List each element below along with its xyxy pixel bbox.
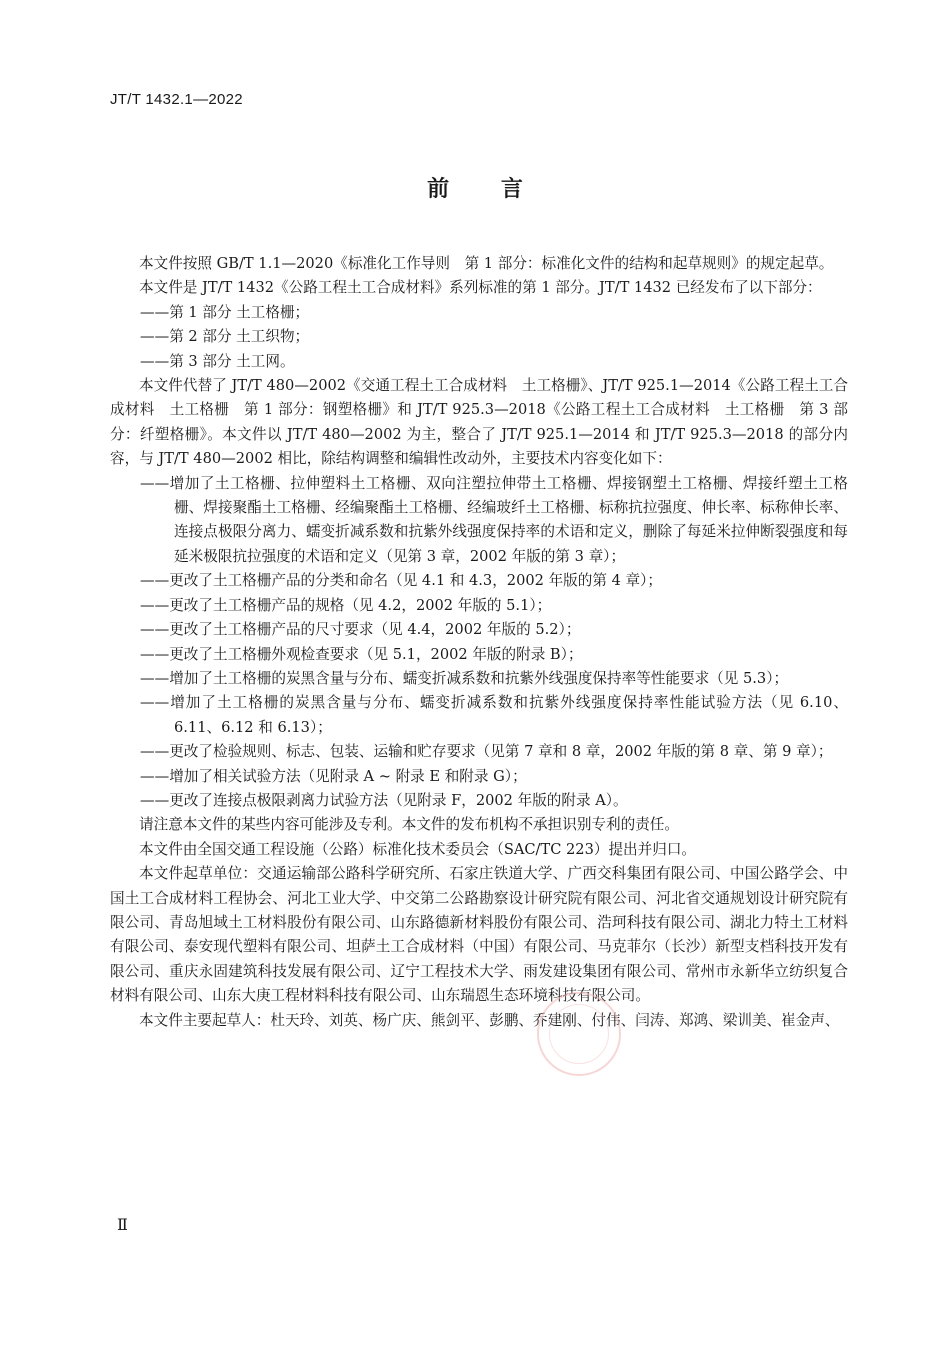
paragraph: 本文件起草单位：交通运输部公路科学研究所、石家庄铁道大学、广西交科集团有限公司、中国公路学会、中国土工合成材料工程协会、河北工业大学、中交第二公路勘察设计研究院有限公司、河北省交通规划设计研究院有限公司、青岛旭域土工材料股份有限公司、山东路德新材料股份有限公司、浩珂科技有限公司、湖北力特土工材料有限公司、泰安现代塑料有限公司、坦萨土工合成材料（中国）有限公司、马克菲尔（长沙）新型支档科技开发有限公司、重庆永固建筑科技发展有限公司、辽宁工程技术大学、雨发建设集团有限公司、常州市永新华立纺织复合材料有限公司、山东大庚工程材料科技有限公司、山东瑞恩生态环境科技有限公司。 (110, 865, 848, 1005)
list-item: ——第 1 部分 土工格栅； (140, 303, 310, 321)
list-item: ——第 3 部分 土工网。 (140, 352, 295, 370)
paragraph: 本文件是 JT/T 1432《公路工程土工合成材料》系列标准的第 1 部分。JT/T 1432 已经发布了以下部分： (139, 279, 822, 297)
document-id-header: JT/T 1432.1—2022 (110, 91, 243, 108)
list-item: ——更改了土工格栅产品的分类和命名（见 4.1 和 4.3，2002 年版的第 4 章）； (140, 572, 663, 590)
paragraph: 本文件由全国交通工程设施（公路）标准化技术委员会（SAC/TC 223）提出并归口。 (139, 840, 697, 858)
list-item: ——更改了土工格栅产品的尺寸要求（见 4.4，2002 年版的 5.2）； (140, 621, 581, 639)
list-item: ——第 2 部分 土工织物； (140, 328, 310, 346)
list-item: ——更改了土工格栅外观检查要求（见 5.1，2002 年版的附录 B）； (140, 645, 583, 663)
paragraph: 本文件按照 GB/T 1.1—2020《标准化工作导则 第 1 部分：标准化文件的结构和起草规则》的规定起草。 (139, 255, 834, 272)
list-item: ——增加了土工格栅、拉伸塑料土工格栅、双向注塑拉伸带土工格栅、焊接钢塑土工格栅、焊接纤塑土工格栅、焊接聚酯土工格栅、经编聚酯土工格栅、经编玻纤土工格栅、标称抗拉强度、伸长率、标称伸长率、连接点极限分离力、蠕变折减系数和抗紫外线强度保持率的术语和定义，删除了每延米拉伸断裂强度和每延米极限抗拉强度的术语和定义（见第 3 章，2002 年版的第 3 章）； (140, 474, 848, 565)
list-item: ——增加了相关试验方法（见附录 A ~ 附录 E 和附录 G）； (140, 767, 527, 785)
watermark-stamp (537, 992, 621, 1076)
list-item: ——更改了检验规则、标志、包装、运输和贮存要求（见第 7 章和 8 章，2002 年版的第 8 章、第 9 章）； (140, 743, 833, 761)
paragraph: 请注意本文件的某些内容可能涉及专利。本文件的发布机构不承担识别专利的责任。 (139, 816, 679, 834)
paragraph: 本文件代替了 JT/T 480—2002《交通工程土工合成材料 土工格栅》、JT/T 925.1—2014《公路工程土工合成材料 土工格栅 第 1 部分：钢塑格栅》和 JT/T 925.3—2018《公路工程土工合成材料 土工格栅 第 3 部分：纤塑格栅》。本文件以 JT/T 480—2002 为主，整合了 JT/T 925.1—2014 和 JT/T 925.3—2018 的部分内容，与 JT/T 480—2002 相比，除结构调整和编辑性改动外，主要技术内容变化如下： (110, 377, 848, 468)
list-item: ——更改了连接点极限剥离力试验方法（见附录 F，2002 年版的附录 A）。 (140, 791, 628, 809)
body-text (110, 252, 848, 1033)
paragraph: 本文件主要起草人：杜天玲、刘英、杨广庆、熊剑平、彭鹏、乔建刚、付伟、闫涛、郑鸿、梁训美、崔金声、 (139, 1011, 840, 1029)
list-item: ——更改了土工格栅产品的规格（见 4.2，2002 年版的 5.1）； (140, 596, 552, 614)
list-item: ——增加了土工格栅的炭黑含量与分布、蠕变折减系数和抗紫外线强度保持率性能试验方法（见 6.10、6.11、6.12 和 6.13）； (140, 694, 848, 736)
page-title: 前 言 (427, 177, 523, 202)
page-number: Ⅱ (117, 1215, 128, 1234)
list-item: ——增加了土工格栅的炭黑含量与分布、蠕变折减系数和抗紫外线强度保持率等性能要求（见 5.3）； (140, 669, 789, 687)
